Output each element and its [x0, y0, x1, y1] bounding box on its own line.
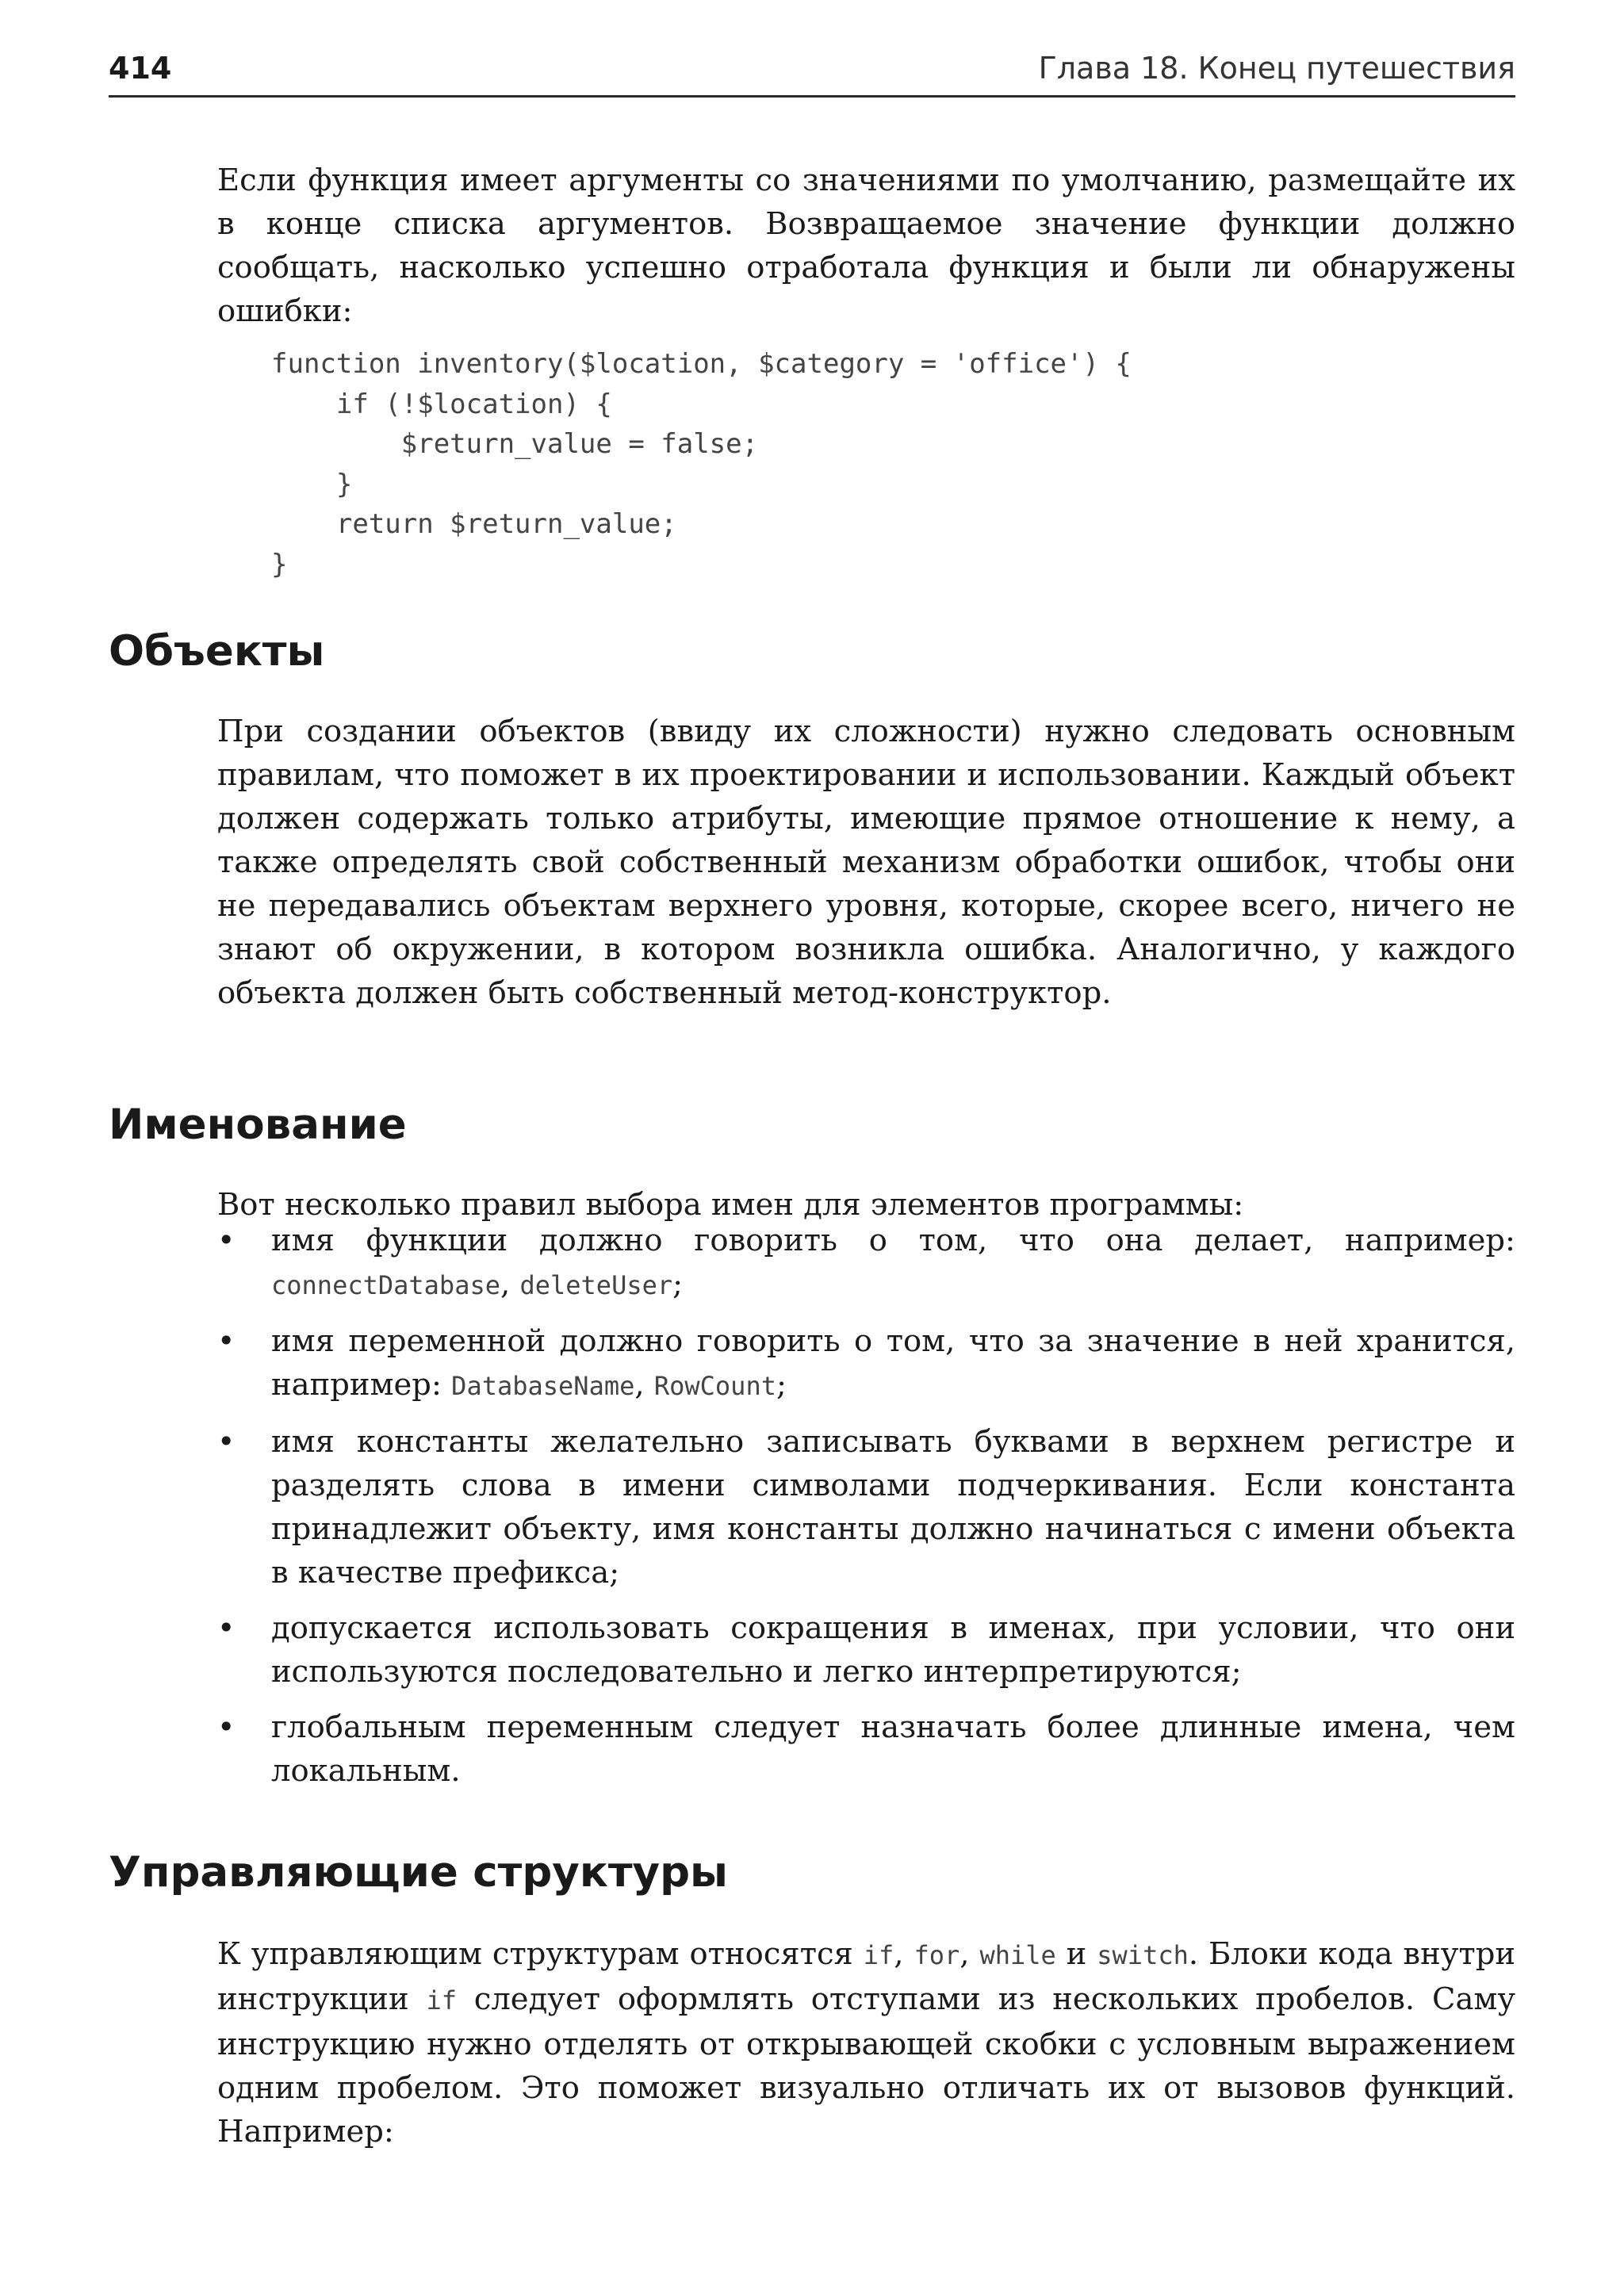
keyword-while: while: [979, 1940, 1056, 1970]
text-run: К управляющим структурам относятся: [217, 1936, 864, 1972]
text-run: . Блоки кода внутри инструкции: [217, 1936, 1515, 2017]
page-header: [109, 44, 1515, 98]
bullet-icon: •: [217, 1223, 236, 1258]
list-item-text: глобальным переменным следует назначать более длинные имена, чем локальным.: [271, 1709, 1515, 1789]
section-heading-naming: Именование: [109, 1101, 407, 1149]
keyword-if: if: [426, 1985, 457, 2016]
bullet-icon: •: [217, 1424, 236, 1459]
text-run: следует оформлять отступами из нескольких пробелов. Саму инструкцию нужно отделять от открывающей скобки с условным выражением одним пробелом. Это поможет визуально отличать их от вызовов функций. Например:: [217, 1981, 1515, 2150]
code-example: deleteUser: [519, 1270, 673, 1300]
control-structures-paragraph: [217, 1932, 1515, 2153]
bullet-icon: •: [217, 1709, 236, 1744]
page-number: 414: [109, 51, 172, 86]
list-item-text: имя переменной должно говорить о том, что за значение в ней хранится, например:: [271, 1323, 1515, 1403]
text-run: ,: [959, 1936, 980, 1972]
naming-rules-list: [217, 1219, 1515, 1805]
list-item-text: имя функции должно говорить о том, что она делает, например:: [271, 1223, 1515, 1258]
item-end: ;: [776, 1367, 787, 1403]
list-item-text: допускается использовать сокращения в именах, при условии, что они используются последовательно и легко интерпретируются;: [271, 1610, 1515, 1690]
separator: ,: [634, 1367, 654, 1403]
list-item: [217, 1606, 1515, 1694]
section-heading-control-structures: Управляющие структуры: [109, 1848, 728, 1897]
separator: ,: [500, 1266, 520, 1302]
list-item: [217, 1706, 1515, 1793]
list-item: [217, 1219, 1515, 1307]
intro-paragraph: Если функция имеет аргументы со значениями по умолчанию, размещайте их в конце списка аргументов. Возвращаемое значение функции должно сообщать, насколько успешно отработала функция и были ли обнаружены ошибки:: [217, 163, 1515, 329]
keyword-if: if: [863, 1940, 894, 1970]
list-item: [217, 1319, 1515, 1408]
code-example: RowCount: [653, 1371, 776, 1401]
bullet-icon: •: [217, 1610, 236, 1645]
item-end: ;: [672, 1266, 684, 1302]
text-run: ,: [894, 1936, 914, 1972]
bullet-icon: •: [217, 1323, 236, 1358]
code-example: DatabaseName: [451, 1371, 635, 1401]
naming-intro: Вот несколько правил выбора имен для элементов программы:: [217, 1187, 1244, 1223]
code-example: connectDatabase: [271, 1270, 500, 1300]
keyword-for: for: [914, 1940, 960, 1970]
code-sample: function inventory($location, $category = 'office') { if (!$location) { $return_value = false; } return $return_value; }: [271, 348, 1132, 580]
objects-paragraph: При создании объектов (ввиду их сложности) нужно следовать основным правилам, что поможет в их проектировании и использовании. Каждый объект должен содержать только атрибуты, имеющие прямое отношение к нему, а также определять свой собственный механизм обработки ошибок, чтобы они не передавались объектам верхнего уровня, которые, скорее всего, ничего не знают об окружении, в котором возникла ошибка. Аналогично, у каждого объекта должен быть собственный метод-конструктор.: [217, 714, 1515, 1011]
section-heading-objects: Объекты: [109, 627, 325, 676]
chapter-title: Глава 18. Конец путешествия: [1038, 51, 1515, 86]
text-run: и: [1055, 1936, 1097, 1972]
list-item-text: имя константы желательно записывать буквами в верхнем регистре и разделять слова в имени символами подчеркивания. Если константа принадлежит объекту, имя константы должно начинаться с имени объекта в качестве префикса;: [271, 1424, 1515, 1591]
keyword-switch: switch: [1097, 1940, 1189, 1970]
list-item: [217, 1420, 1515, 1594]
